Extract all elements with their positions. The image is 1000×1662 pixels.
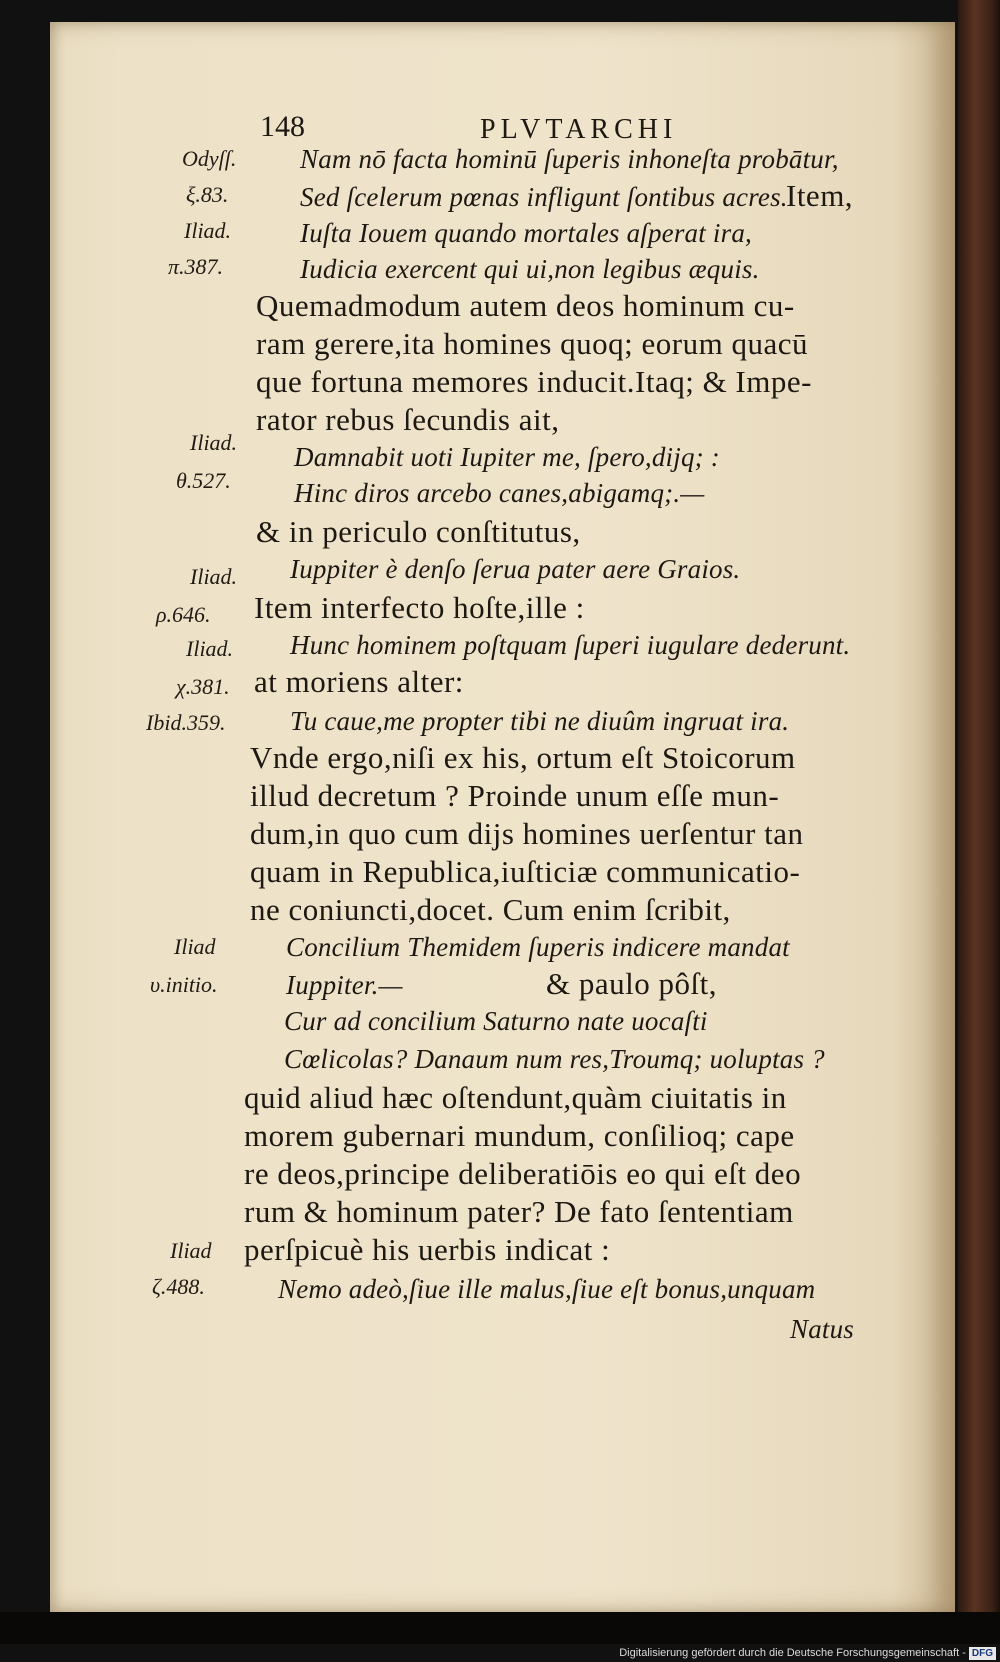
text-line: Vnde ergo,niſi ex his, ortum eſt Stoicorum bbox=[250, 740, 796, 775]
verse-line: Concilium Themidem ſuperis indicere mandat bbox=[286, 932, 790, 962]
margin-note: Odyſſ. bbox=[182, 146, 237, 171]
margin-note: Ibid.359. bbox=[146, 710, 226, 735]
verse-line: Cœlicolas? Danaum num res,Troumq; uoluptas ? bbox=[284, 1044, 825, 1074]
text-line: perſpicuè his uerbis indicat : bbox=[244, 1232, 611, 1267]
catchword: Natus bbox=[790, 1314, 855, 1344]
text-line: que fortuna memores inducit.Itaq; & Impe- bbox=[256, 364, 812, 399]
text-line: morem gubernari mundum, conſilioq; cape bbox=[244, 1118, 795, 1153]
text-line: quam in Republica,iuſticiæ communicatio- bbox=[250, 854, 801, 889]
verse-line: Nam nō facta hominū ſuperis inhoneſta probātur, bbox=[300, 144, 839, 174]
text-line: & in periculo conſtitutus, bbox=[256, 514, 581, 549]
margin-note: Iliad. bbox=[190, 430, 238, 455]
margin-note: π.387. bbox=[168, 254, 224, 279]
margin-note: υ.initio. bbox=[150, 972, 218, 997]
margin-note: Iliad bbox=[170, 1238, 212, 1263]
verse-line: Hunc hominem poſtquam ſuperi iugulare dederunt. bbox=[290, 630, 851, 660]
text-line: at moriens alter: bbox=[254, 664, 464, 699]
text-line: ram gerere,ita homines quoq; eorum quacū bbox=[256, 326, 808, 361]
running-title: PLVTARCHI bbox=[480, 114, 678, 145]
verse-line: Nemo adeò,ſiue ille malus,ſiue eſt bonus,unquam bbox=[278, 1274, 816, 1304]
digitization-credit bbox=[600, 1644, 996, 1662]
verse-line: Hinc diros arcebo canes,abigamq;.— bbox=[294, 478, 705, 508]
verse-line: Damnabit uoti Iupiter me, ſpero,dijq; : bbox=[294, 442, 720, 472]
book-page bbox=[50, 22, 955, 1612]
page-number: 148 bbox=[260, 110, 305, 143]
text-line: dum,in quo cum dijs homines uerſentur tan bbox=[250, 816, 804, 851]
margin-note: θ.527. bbox=[176, 468, 231, 493]
text-line: rum & hominum pater? De fato ſententiam bbox=[244, 1194, 794, 1229]
text-line: rator rebus ſecundis ait, bbox=[256, 402, 560, 437]
margin-note: Iliad. bbox=[186, 636, 234, 661]
margin-note: ξ.83. bbox=[186, 182, 229, 207]
text-line: Item interfecto hoſte,ille : bbox=[254, 590, 585, 625]
margin-note: Iliad bbox=[174, 934, 216, 959]
text-line: illud decretum ? Proinde unum eſſe mun- bbox=[250, 778, 780, 813]
dfg-logo: DFG bbox=[969, 1647, 996, 1660]
verse-line: Cur ad concilium Saturno nate uocaſti bbox=[284, 1006, 708, 1036]
verse-line: Iuppiter è denſo ſerua pater aere Graios. bbox=[290, 554, 741, 584]
verse-line: Iudicia exercent qui ui,non legibus æquis. bbox=[300, 254, 760, 284]
book-spine bbox=[958, 0, 1000, 1625]
verse-line: Tu caue,me propter tibi ne diuûm ingruat ira. bbox=[290, 706, 790, 736]
text-line: re deos,principe deliberatiōis eo qui eſt deo bbox=[244, 1156, 802, 1191]
verse-line: Sed ſcelerum pœnas infligunt ſontibus acres. bbox=[300, 182, 788, 212]
margin-note: Iliad. bbox=[184, 218, 232, 243]
margin-note: χ.381. bbox=[176, 674, 230, 699]
text-line: quid aliud hæc oſtendunt,quàm ciuitatis in bbox=[244, 1080, 787, 1115]
bottom-margin bbox=[0, 1612, 1000, 1644]
margin-note: Iliad. bbox=[190, 564, 238, 589]
text-line: Item, bbox=[786, 178, 854, 213]
text-line: ne coniuncti,docet. Cum enim ſcribit, bbox=[250, 892, 731, 927]
margin-note: ζ.488. bbox=[152, 1274, 205, 1299]
margin-note: ρ.646. bbox=[156, 602, 211, 627]
text-line: Quemadmodum autem deos hominum cu- bbox=[256, 288, 795, 323]
verse-line: Iuſta Iouem quando mortales aſperat ira, bbox=[300, 218, 752, 248]
text-line: & paulo pôſt, bbox=[546, 966, 717, 1001]
verse-line: Iuppiter.— bbox=[286, 970, 403, 1000]
credit-text: Digitalisierung gefördert durch die Deutsche Forschungsgemeinschaft - bbox=[619, 1647, 966, 1659]
